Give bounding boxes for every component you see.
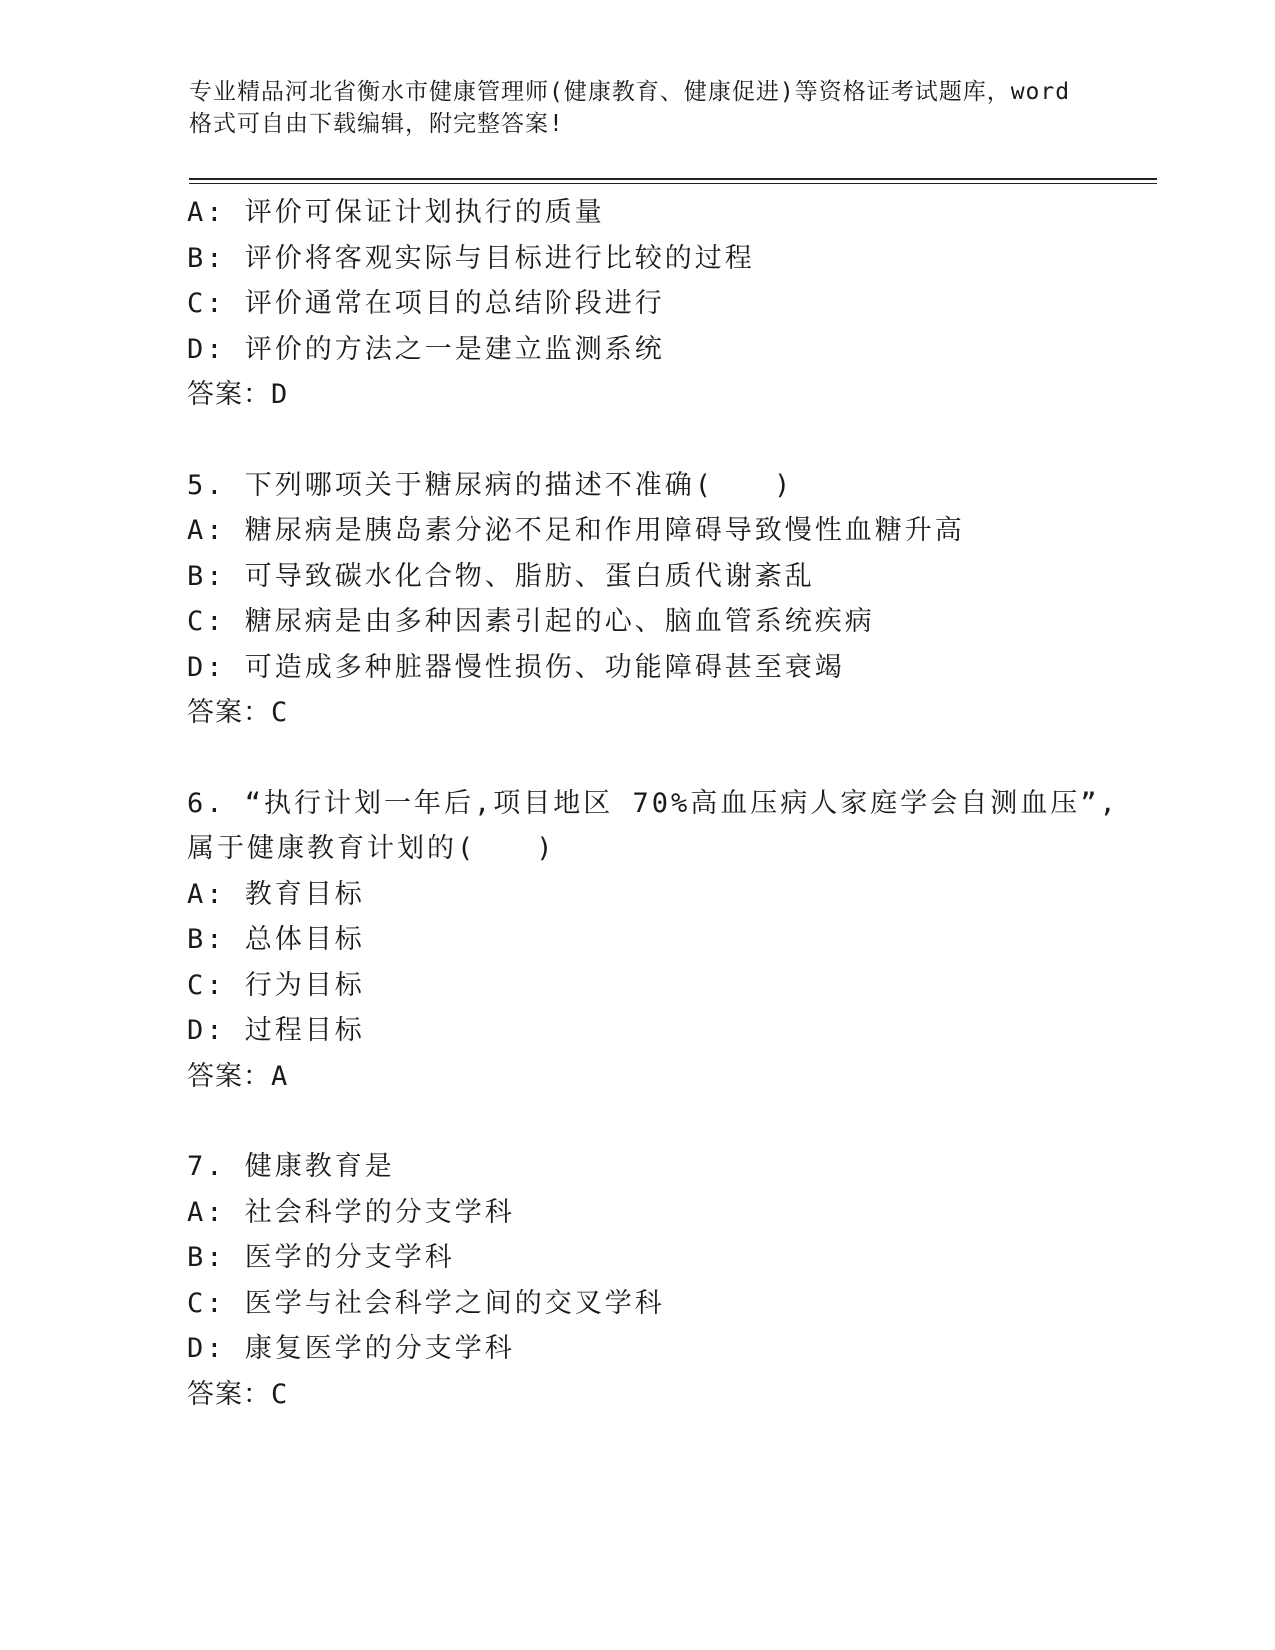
spacer: [187, 736, 1147, 781]
question-5: [187, 463, 1147, 736]
option-c: C: 行为目标: [187, 969, 365, 1001]
question-7: [187, 1144, 1147, 1417]
header-rule-thin: [189, 183, 1157, 184]
header-rule-thick: [189, 178, 1157, 180]
option-c: C: 糖尿病是由多种因素引起的心、脑血管系统疾病: [187, 606, 875, 637]
option-a: A: 社会科学的分支学科: [187, 1196, 515, 1228]
option-b: B: 总体目标: [187, 924, 365, 955]
option-a: A: 糖尿病是胰岛素分泌不足和作用障碍导致慢性血糖升高: [187, 515, 965, 546]
question-6: [187, 781, 1147, 1100]
option-c: C: 评价通常在项目的总结阶段进行: [187, 288, 665, 319]
header-line-1: 专业精品河北省衡水市健康管理师(健康教育、健康促进)等资格证考试题库，word: [189, 79, 1071, 105]
question-stem: 7. 健康教育是: [187, 1151, 395, 1182]
question-stem-continued: 属于健康教育计划的( ): [187, 833, 556, 864]
option-d: D: 可造成多种脏器慢性损伤、功能障碍甚至衰竭: [187, 651, 845, 683]
question-stem: 6. “执行计划一年后,项目地区 70%高血压病人家庭学会自测血压”,: [187, 787, 1119, 819]
option-d: D: 过程目标: [187, 1015, 365, 1046]
answer: 答案：C: [187, 1378, 289, 1410]
answer: 答案：A: [187, 1060, 289, 1092]
option-c: C: 医学与社会科学之间的交叉学科: [187, 1287, 665, 1319]
option-a: A: 评价可保证计划执行的质量: [187, 197, 605, 228]
option-b: B: 评价将客观实际与目标进行比较的过程: [187, 242, 755, 274]
option-b: B: 可导致碳水化合物、脂肪、蛋白质代谢紊乱: [187, 560, 815, 592]
option-a: A: 教育目标: [187, 878, 365, 910]
spacer: [187, 418, 1147, 463]
answer: 答案：D: [187, 379, 289, 410]
answer: 答案：C: [187, 697, 289, 728]
question-list: [187, 190, 1147, 1417]
header-line-2: 格式可自由下载编辑，附完整答案!: [189, 111, 564, 137]
spacer: [187, 1099, 1147, 1144]
option-d: D: 康复医学的分支学科: [187, 1333, 515, 1364]
question-stem: 5. 下列哪项关于糖尿病的描述不准确( ): [187, 469, 794, 501]
option-b: B: 医学的分支学科: [187, 1242, 455, 1273]
document-header: [189, 76, 1089, 140]
option-d: D: 评价的方法之一是建立监测系统: [187, 333, 665, 365]
question-4-continued: [187, 190, 1147, 418]
